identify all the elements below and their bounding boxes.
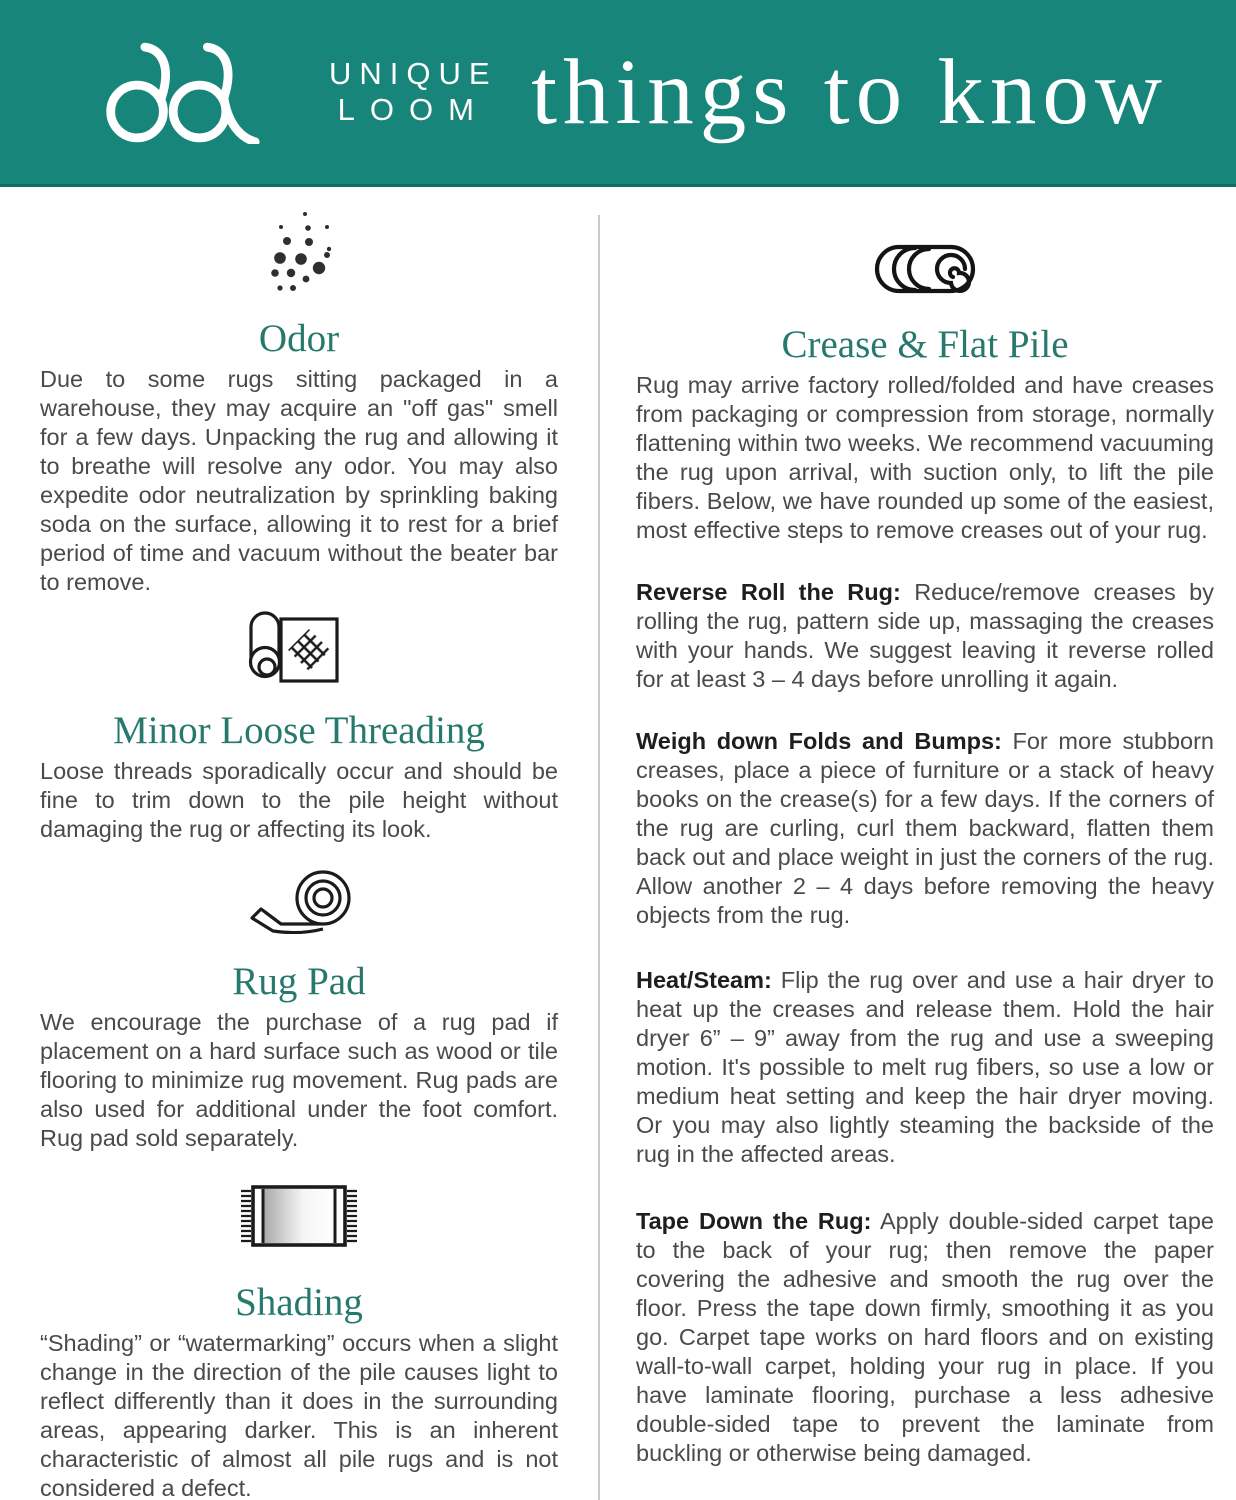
paragraph-reverse-roll <box>636 578 1214 694</box>
brand-line-loom: LOOM <box>337 92 489 127</box>
rug-pad-roll-icon <box>239 868 359 934</box>
section-body: Due to some rugs sitting packaged in a warehouse, they may acquire an "off gas" smell for a few days. Unpacking the rug and allowing it to breathe will resolve any odor. You may also expedite odor neutralization by sprinkling baking soda on the surface, allowing it to rest for a brief period of time and vacuum without the beater bar to remove. <box>40 366 558 595</box>
brand-name <box>329 56 498 127</box>
paragraph-label: Reverse Roll the Rug: <box>636 579 901 605</box>
section-body: “Shading” or “watermarking” occurs when a slight change in the direction of the pile causes light to reflect differently than it does in the surrounding areas, appearing darker. This is an inherent characteristic of almost all pile rugs and is not considered a defect. <box>40 1330 558 1500</box>
paragraph-text: Apply double-sided carpet tape to the back of your rug; then remove the paper covering the adhesive and smooth the rug over the floor. Press the tape down firmly, smoothing it as you go. Carpet tape works on hard floors and on existing wall-to-wall carpet, holding your rug in place. If you have laminate flooring, purchase a less adhesive double-sided tape to prevent the laminate from buckling or otherwise being damaged. <box>636 1208 1215 1466</box>
section-heading: Rug Pad <box>232 960 366 1003</box>
section-rugpad <box>40 868 558 1153</box>
page-title: things to know <box>531 40 1168 144</box>
paragraph-weigh-down <box>636 727 1214 930</box>
section-heading: Crease & Flat Pile <box>781 323 1069 366</box>
paragraph-label: Weigh down Folds and Bumps: <box>636 728 1002 754</box>
shaded-rug-icon <box>237 1183 361 1249</box>
section-threading <box>40 605 558 844</box>
right-column <box>600 187 1236 1500</box>
paragraph-tape-down <box>636 1207 1214 1468</box>
paragraph-heat-steam <box>636 966 1214 1169</box>
paragraph-text: Reduce/remove creases by rolling the rug, pattern side up, massaging the creases with your hands. We suggest leaving it reverse rolled for at least 3 – 4 days before unrolling it again. <box>636 579 1214 692</box>
crease-intro: Rug may arrive factory rolled/folded and have creases from packaging or compression from storage, normally flattening within two weeks. We recommend vacuuming the rug upon arrival, with suction only, to lift the pile fibers. Below, we have rounded up some of the easiest, most effective steps to remove creases out of your rug. <box>636 372 1214 543</box>
section-heading: Odor <box>258 317 340 360</box>
paragraph-text: Flip the rug over and use a hair dryer to heat up the creases and release them. Hold the hair dryer 6” – 9” away from the rug and use a sweeping motion. It's possible to melt rug fibers, so use a low or medium heat setting and keep the hair dryer moving. Or you may also lightly steaming the backside of the rug in the affected areas. <box>636 967 1215 1167</box>
rolled-rug-threading-icon <box>239 605 359 687</box>
section-shading <box>40 1183 558 1500</box>
section-body: Loose threads sporadically occur and should be fine to trim down to the pile height without damaging the rug or affecting its look. <box>40 758 558 842</box>
unique-loom-logo-icon <box>98 40 303 144</box>
odor-dots-icon <box>253 209 345 293</box>
rolled-rug-crease-icon <box>873 243 977 295</box>
content <box>0 187 1236 1500</box>
section-heading: Minor Loose Threading <box>113 709 485 752</box>
section-odor <box>40 209 558 597</box>
section-crease <box>636 243 1214 1468</box>
paragraph-label: Tape Down the Rug: <box>636 1208 872 1234</box>
section-heading: Shading <box>235 1281 363 1324</box>
brand-line-unique: UNIQUE <box>329 56 498 92</box>
header-banner <box>0 0 1236 187</box>
paragraph-label: Heat/Steam: <box>636 967 772 993</box>
paragraph-text: For more stubborn creases, place a piece of furniture or a stack of heavy books on the crease(s) for a few days. If the corners of the rug are curling, curl them backward, flatten them back out and place weight in just the corners of the rug. Allow another 2 – 4 days before removing the heavy objects from the rug. <box>636 728 1215 928</box>
section-body: We encourage the purchase of a rug pad if placement on a hard surface such as wood or tile flooring to minimize rug movement. Rug pads are also used for additional under the foot comfort. Rug pad sold separately. <box>40 1009 558 1151</box>
left-column <box>0 187 598 1500</box>
